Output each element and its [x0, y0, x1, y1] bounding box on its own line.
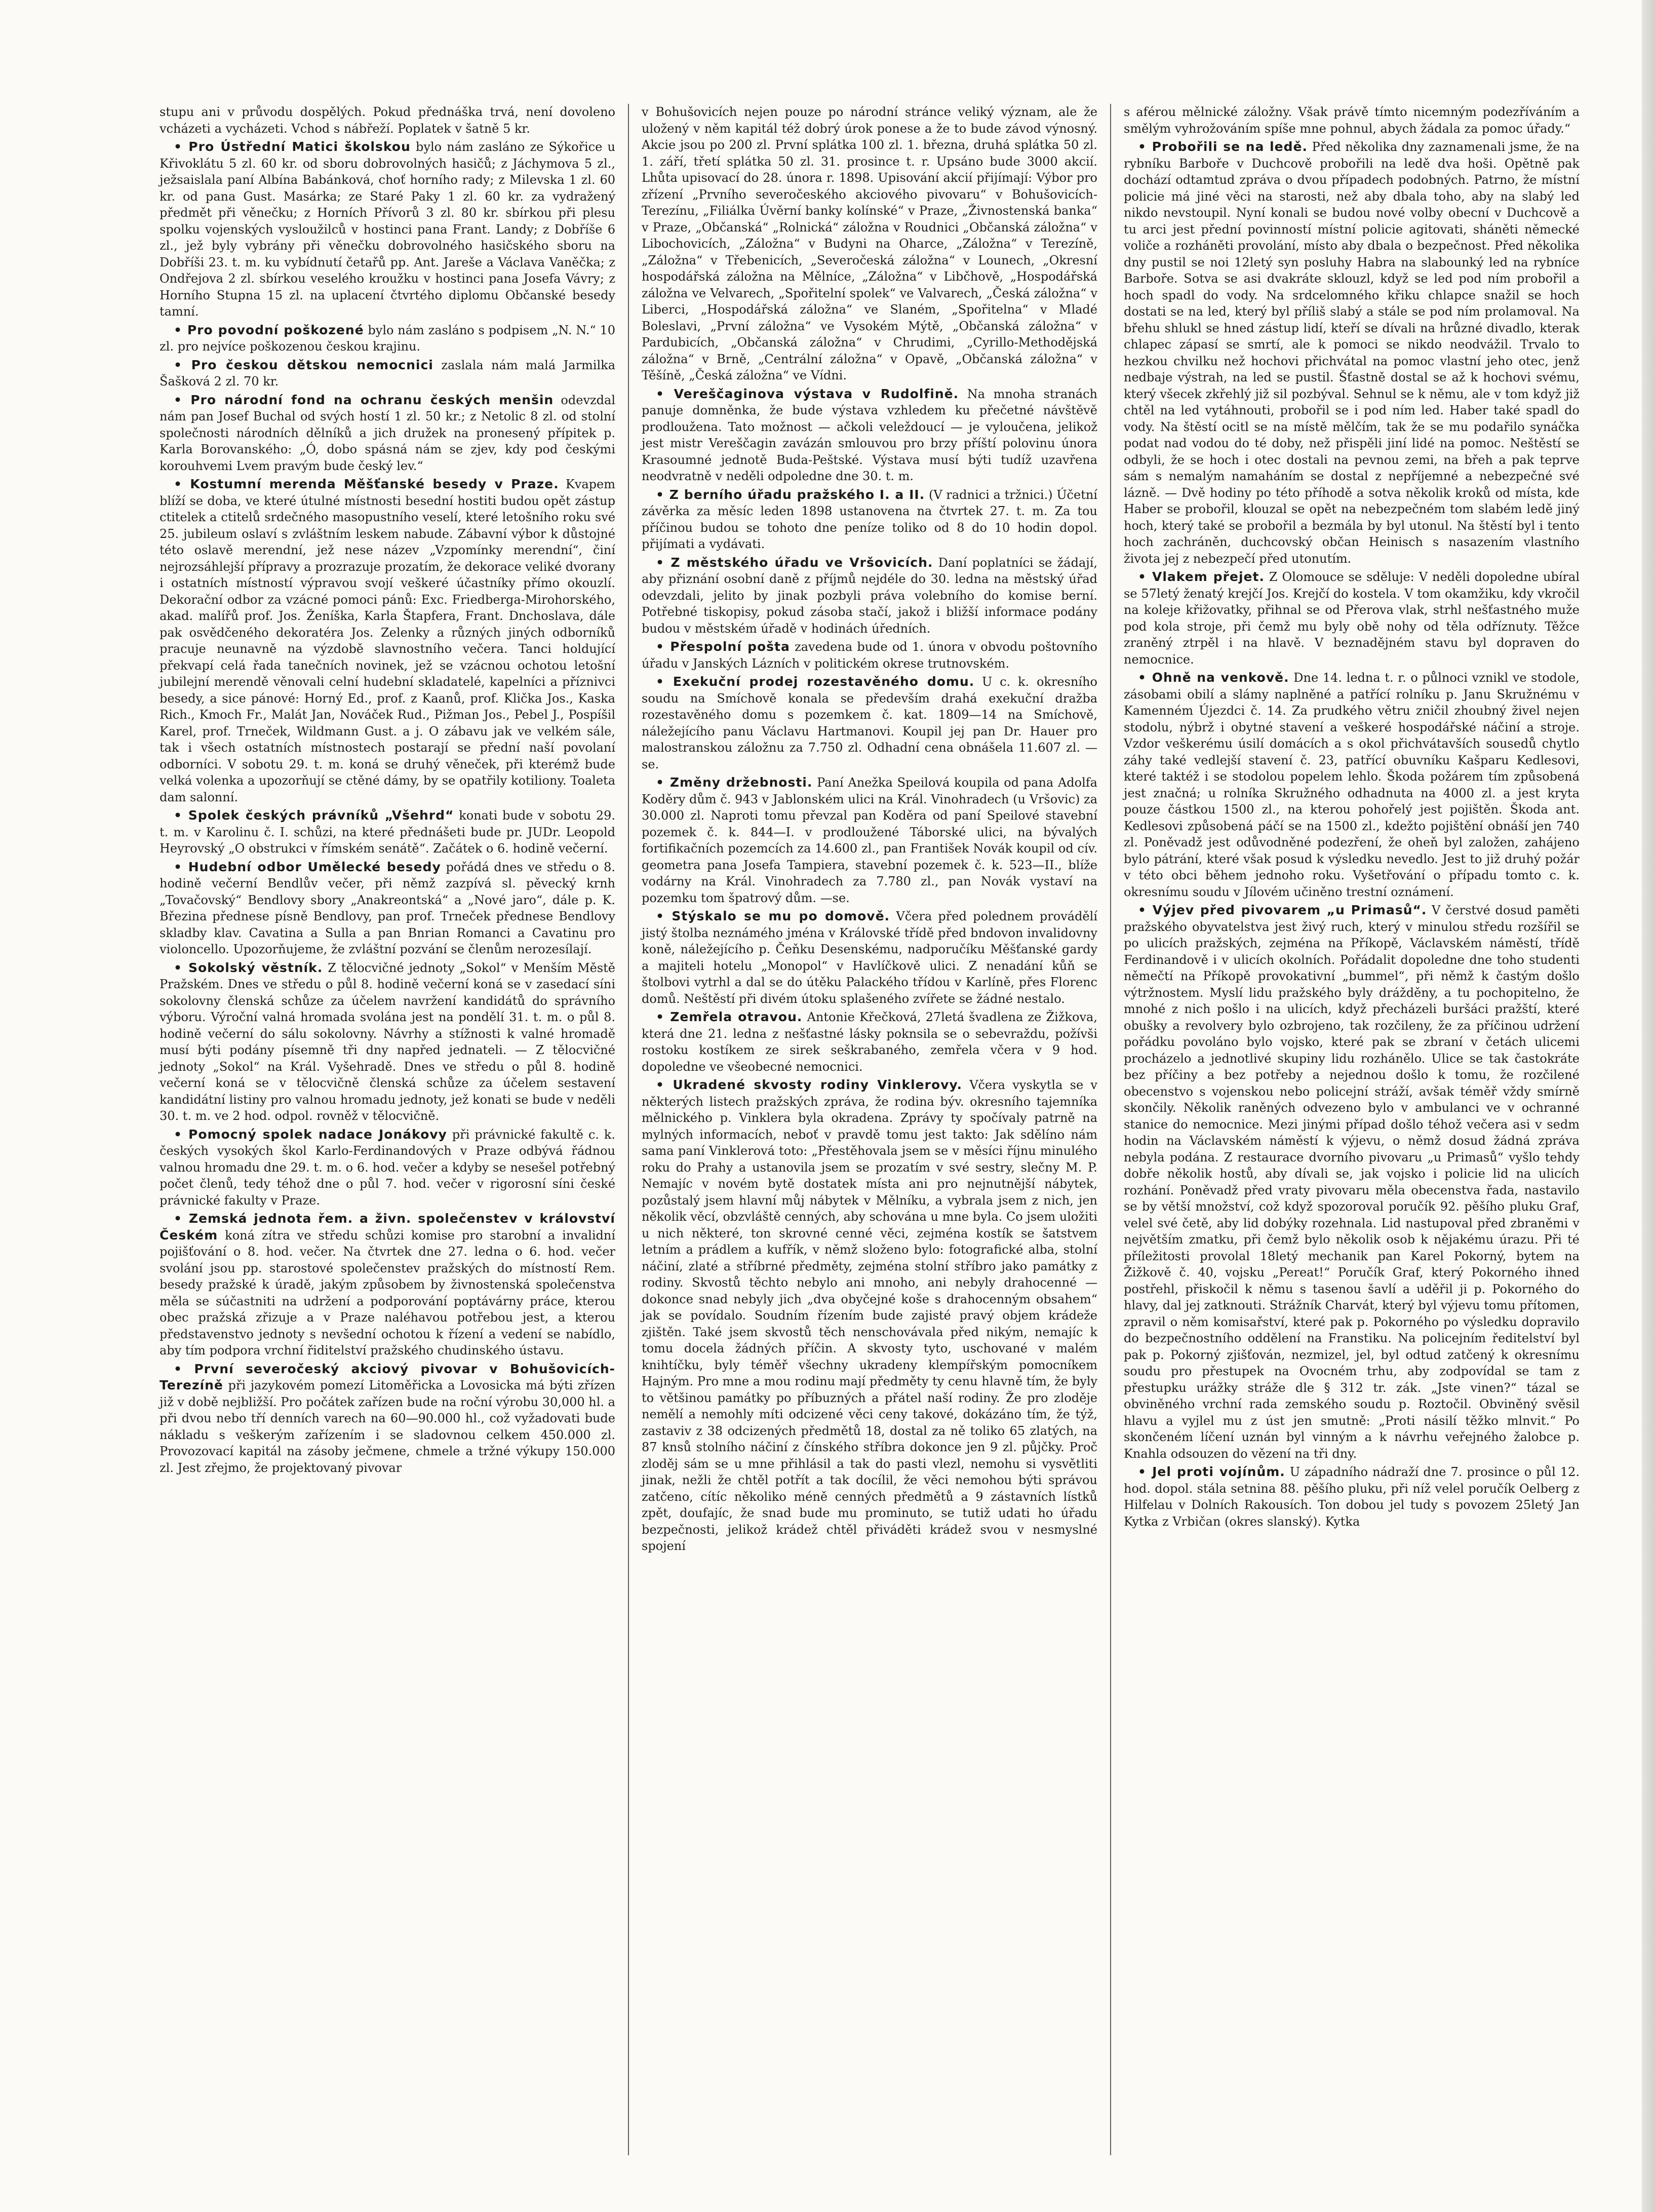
news-item	[1124, 902, 1580, 1462]
news-item	[642, 674, 1097, 772]
news-item-text: bylo nám zasláno s podpisem „N. N.“ 10 zl. pro nejvíce poškozenou českou krajinu.	[160, 323, 615, 354]
news-item-text: zaslala nám malá Jarmilka Šašková 2 zl. 70 kr.	[160, 358, 616, 389]
news-item-headline: • Pro Ústřední Matici školskou	[174, 139, 411, 154]
news-item-headline: • Jel proti vojínům.	[1138, 1464, 1285, 1479]
news-item-headline: • Přespolní pošta	[656, 639, 790, 654]
news-item-text: koná zítra ve středu schůzi komise pro starobní a invalidní pojišťování o 8. hod. večer. Na čtvrtek dne 27. ledna o 6. hod. večer svolání jsou pp. starostové společenstev pražských do místností Rem. besedy pražské k úradě, jakým způsobem by živnostenská společenstva měla se súčastniti na udržení a podporování poptávárny práce, kterou obec pražská zřizuje a v Praze naléhavou potřebou jest, a kterou představenstvo jednoty s nevšední ochotou k řízení a vedení se nabídlo, aby tím podpora vrchní řiditelství pražského chudinského ústavu.	[160, 1228, 615, 1357]
article-columns	[160, 104, 1580, 2160]
news-item-text: Kvapem blíží se doba, ve které útulné místnosti besední hostiti budou opět zástup ctitelek a ctitelů srdečného masopustního veselí, které letošního roku své 25. jubileum oslaví s zvláštním leskem nabude. Zábavní výbor k důstojné této oslavě merendní, jež nese název „Vzpomínky merendní“, činí nejrozsáhlejší přípravy a prozrazuje prozatím, že dekorace veliké dvorany i ostatních místností výpravou svojí veškeré účastníky přímo okouzlí. Dekorační odbor za vzácné pomoci pánů: Exc. Friedberga-Mirohorského, akad. malířů prof. Jos. Ženíška, Karla Štapfera, Frant. Dnchoslava, dále pak osvědčeného dekoratéra Jos. Zelenky a různých jiných odborníků pracuje neunavně na výzdobě slavnostního večera. Tanci holdující překvapí celá řada tanečních novinek, jež se vzácnou ochotou letošní jubilejní merendě věnovali celní hudební skladatelé, kapelníci a příznivci besedy, a sice pánové: Horný Ed., prof. z Kaanů, prof. Klička Jos., Kaska Rich., Kmoch Fr., Malát Jan, Nováček Rud., Pižman Jos., Pebel J., Pospíšil Karel, prof. Trneček, Wildmann Gust. a j. O zábavu jak ve velkém sále, tak i všech ostatních místnostech postarají se přední naší povolaní odborníci. V sobotu 29. t. m. koná se druhý věneček, při kterémž bude velká volenka a upozorňují se ctěné dámy, by se opatřily kotiliony. Toaleta dam salonní.	[160, 477, 615, 804]
news-item-text: Z tělocvičné jednoty „Sokol“ v Menším Městě Pražském. Dnes ve středu o půl 8. hodině večerní koná se v zasedací síni sokolovny členská schůze za účelem navržení kandidátů do správního výboru. Výroční valná hromada svolána jest na pondělí 31. t. m. o půl 8. hodině večerní do sálu sokolovny. Návrhy a stížnosti k valné hromadě musí býti podány písemně tři dny napřed jednateli. — Z tělocvičné jednoty „Sokol“ na Král. Vyšehradě. Dnes ve středu o půl 8. hodině večerní koná se v tělocvičně členská schůze za účelem sestavení kandidátní listiny pro valnou hromadu jednoty, jež konati se bude v neděli 30. t. m. ve 2 hod. odpol. rovněž v tělocvičně.	[160, 960, 616, 1123]
news-item	[160, 960, 615, 1124]
news-item-headline: • První severočeský akciový pivovar v Bohušovicích-Terezíně	[160, 1362, 615, 1393]
news-item-continuation	[642, 104, 1097, 384]
news-item-headline: • Ohně na venkově.	[1138, 670, 1289, 685]
news-item-text: v Bohušovicích nejen pouze po národní stránce veliký význam, ale že uložený v něm kapitál též dobrý úrok ponese a že to bude závod výnosný. Akcie jsou po 200 zl. První splátka 100 zl. 1. března, druhá splátka 50 zl. 1. září, třetí splátka 50 zl. 31. prosince t. r. Upsáno bude 3000 akcií. Lhůta upisovací do 28. února r. 1898. Upisování akcií přijímají: Výbor pro zřízení „Prvního severočeského akciového pivovaru“ v Bohušovicích-Terezínu, „Filiálka Úvěrní banky kolínské“ v Praze, „Živnostenská banka“ v Praze, „Občanská“ „Rolnická“ záložna v Roudnici „Občanská záložna“ v Libochovicích, „Záložna“ v Budyni na Oharce, „Záložna“ v Terezíně, „Záložna“ v Třebenicích, „Severočeská záložna“ v Lounech, „Okresní hospodářská záložna na Mělníce, „Záložna“ v Libčhově, „Hospodářská záložna ve Velvarech, „Spořitelní spolek“ ve Valvarech, „Česká záložna“ v Liberci, „Hospodářská záložna“ ve Slaném, „Spořitelna“ v Mladé Boleslavi, „První záložna“ ve Vysokém Mýtě, „Občanská záložna“ v Pardubicích, „Občanská záložna“ v Chrudimi, „Cyrillo-Methodějská záložna“ v Brně, „Centrální záložna“ v Opavě, „Občanská záložna“ v Těšíně, „Česká záložna“ ve Vídni.	[642, 105, 1097, 382]
news-item-text: odevzdal nám pan Josef Buchal od svých hostí 1 zl. 50 kr.; z Netolic 8 zl. od stolní společnosti národních dělníků a jich družek na pronesený přípitek p. Karla Borovanského: „Ó, dobo spásná nám se zjev, kdy pod českými korouhvemi Lvem pravým bude český lev.“	[160, 393, 615, 473]
news-item	[160, 139, 615, 320]
news-item-text: stupu ani v průvodu dospělých. Pokud přednáška trvá, není dovoleno vcházeti a vycházeti. Vchod s nábřeží. Poplatek v šatně 5 kr.	[160, 105, 615, 136]
column-divider	[628, 104, 629, 2155]
news-item-headline: • Ukradené skvosty rodiny Vinklerovy.	[656, 1077, 962, 1092]
column-right	[1124, 104, 1580, 2160]
column-left	[160, 104, 615, 2160]
news-item	[160, 392, 615, 475]
news-item-headline: • Pomocný spolek nadace Jonákovy	[174, 1127, 447, 1142]
news-item-text: zavedena bude od 1. února v obvodu poštovního úřadu v Janských Lázních v politickém okrese trutnovském.	[642, 640, 1097, 671]
news-item-headline: • Vereščaginova výstava v Rudolfině.	[656, 386, 959, 401]
news-item-headline: • Z městského úřadu ve Vršovicích.	[656, 555, 933, 570]
news-item-headline: • Změny držebnosti.	[656, 775, 812, 790]
news-item-text: bylo nám zasláno ze Sýkořice u Křivoklátu 5 zl. 60 kr. od sboru dobrovolných hasičů; z Jáchymova 5 zl., ježsaislala paní Albína Babánková, choť horního rady; z Milevska 1 zl. 60 kr. od pana Gust. Masárka; ze Staré Paky 1 zl. 60 kr. za vydražený předmět při věnečku; z Horních Přívorů 3 zl. 80 kr. sbírkou při plesu spolku vojenských vysloužilců v hostinci pana Frant. Landy; z Dobříše 6 zl., jež byly vybrány při věnečku dobrovolného hasičského sboru na Dobříši 23. t. m. ku vybídnutí četařů pp. Ant. Jareše a Václava Vaněčka; z Ondřejova 2 zl. sbírkou veselého kroužku v hostinci pana Josefa Vávry; z Horního Stupna 15 zl. na uplacení čtvrtého diplomu Občanské besedy tamní.	[160, 140, 615, 319]
news-item-headline: • Sokolský věstník.	[174, 960, 323, 975]
news-item-text: Včera vyskytla se v některých listech pražských zpráva, že rodina býv. okresního tajemníka mělnického p. Vinklera byla okradena. Zprávy ty spočívaly patrně na mylných informacích, neboť v pravdě tomu jest takto: Jak sdělíno nám sama paní Vinklerová toto: „Přestěhovala jsem se v měsíci říjnu minulého roku do Prahy a ustanovila jsem se prozatím v své sestry, slečny M. P. Nemajíc v novém bytě dostatek místa ani pro nejnutnější nábytek, pozůstalý jsem hlavní můj nábytek v Mělníku, a vybrala jsem z nich, jen několik věcí, obzvláště cenných, aby schována u mne byla. Co jsem uložiti u nich některé, ton skrovné cenné věci, zejména kostík se šatstvem letním a prádlem a kufřík, v němž složeno bylo: fotografické alba, stolní náčiní, zlaté a stříbrné předměty, zejména stolní stříbro jako památky z rodiny. Skvostů těchto nebylo ani mnoho, ani nebyly drahocenné — dokonce snad nebyly jich „dva obyčejné koše s drahocenným obsahem“ jak se povídalo. Soudním řízením bude zajisté pravý objem krádeže zjištěn. Také jsem skvostů těch nenschovávala před nikým, nemajíc k tomu docela žádných příčin. A skvosty tyto, uschované v malém knihtíčku, byly téměř všechny ukradeny klempířským pomocníkem Hajným. Pro mne a mou rodinu mají předměty ty cenu hlavně tím, že byly to většinou památky po příbuzných a přátel naší rodiny. Že pro zloděje nemělí a nemohly míti odcizené věci ceny takové, dokázáno tím, že týž, zastaviv z 38 odcizených předmětů 18, dostal za ně toliko 65 zlatých, na 87 knsů stolního náčiní z čínského stříbra dokonce jen 9 zl. půjčky. Proč zloděj sám se u mne přihlásil a tak do pasti vlezl, nemohu si vysvětliti jinak, nežli že chtěl potřít a tak docílil, že věci nemohou býti správou zatčeno, cítíc několiko méně cenných předmětů a 9 zástavních lístků zpět, doufajíc, že snad bude mu prominuto, se tutiž udati ho úřadu bezpečnosti, jelikož krádež chtěl přiváděti krádež svou v nesmyslné spojení	[642, 1078, 1097, 1553]
news-item-headline: • Stýskalo se mu po domově.	[656, 909, 890, 923]
news-item	[160, 859, 615, 958]
news-item-headline: • Pro národní fond na ochranu českých menšin	[174, 393, 554, 407]
news-item-text: (V radnici a tržnici.) Účetní závěrka za měsíc leden 1898 ustanovena na čtvrtek 27. t. m. Za tou příčinou budou se tohoto dne peníze toliko od 8 do 10 hodin dopol. přijímati a vydávati.	[642, 487, 1097, 551]
news-item	[160, 1127, 615, 1209]
news-item-text: U západního nádraží dne 7. prosince o půl 12. hod. dopol. stála setnina 88. pěšího pluku, při níž velel poručík Oelberg z Hilfelau v Dolních Rakousích. Ton dobou jel tudy s povozem 25letý Jan Kytka z Vrbičan (okres slanský). Kytka	[1124, 1465, 1580, 1529]
news-item-text: pořádá dnes ve středu o 8. hodině večerní Bendlův večer, při němž zazpívá sl. pěvecký krnh „Tovačovský“ Bendlovy sbory „Anakreontská“ a „Nové jaro“, dále p. K. Březina přednese písně Bendlovy, pan prof. Trneček přednese Bendlovy skladby klav. Cavatina a Sulla a pan Bnrian Romanci a Cavatinu pro violoncello. Upozorňujeme, že zvláštní pozvání se členům nerozesílají.	[160, 860, 615, 956]
news-item	[1124, 1464, 1580, 1530]
column-middle	[642, 104, 1097, 2160]
news-item-headline: • Zemská jednota řem. a živn. společenstev v království Českém	[160, 1211, 615, 1243]
news-item-continuation	[160, 104, 615, 137]
news-item-headline: • Zemřela otravou.	[656, 1010, 802, 1024]
news-item-text: Daní poplatníci se žádají, aby přiznání osobní daně z příjmů nejdéle do 30. ledna na městský úřad odevzdali, jelito by jinak pozbyli práva volebního do komise berní. Potřebné tiskopisy, pokud zásoba stačí, jakož i bližší informace podány budou v městském úřadě v hodinách úředních.	[642, 555, 1097, 636]
news-item	[160, 357, 615, 390]
news-item	[642, 1077, 1097, 1555]
news-item	[642, 908, 1097, 1007]
news-item-text: Antonie Křečková, 27letá švadlena ze Žižkova, která dne 21. ledna z nešťastné lásky poknsila se o sebevraždu, požívši rostoku kostíkem ze sirek seškrabaného, zemřela včera v 9 hod. dopoledne ve všeobecné nemocnici.	[642, 1010, 1097, 1074]
news-item	[160, 1211, 615, 1359]
news-item-text: Z Olomouce se sděluje: V neděli dopoledne ubíral se 57letý ženatý krejčí Jos. Krejčí do kostela. V tom okamžiku, kdy vkročil na koleje křižovatky, přihnal se od Přerova vlak, strhl nešťastného muže pod kola stroje, při čemž mu byly obě nohy od těla odříznuty. Těžce zraněný ztrpěl i na hlavě. V beznadějném stavu byl dopraven do nemocnice.	[1124, 570, 1580, 667]
news-item-text: U c. k. okresního soudu na Smíchově konala se především drahá exekuční dražba rozestavěného domu s pozemkem č. kat. 1809—14 na Smíchově, náležejícího panu Václavu Hartmanovi. Koupil jej pan Dr. Hauer pro malostranskou záložnu za 7.750 zl. Odhadní cena obnášela 11.607 zl. —se.	[642, 675, 1097, 771]
news-item	[160, 322, 615, 355]
news-item	[642, 1009, 1097, 1075]
news-item-text: Dne 14. ledna t. r. o půlnoci vznikl ve stodole, zásobami obilí a slámy naplněné a patřící rolníku p. Janu Skružnému v Kamenném Újezdci č. 14. Za prudkého větru zničil zhoubný živel nejen stodolu, nýbrž i obytné stavení a veškeré hospodářské náčiní a stroje. Vzdor veškerému úsilí domácích a s okol přichvátavších sousedů chytlo záhy také vedlejší stavení č. 23, patřící obuvníku Kašparu Kedlesovi, které taktéž i se stodolou popelem lehlo. Škoda požárem tím způsobená jest značná; u rolníka Skružného odhadnuta na 4000 zl. a jest kryta pouze částkou 1500 zl., na kterou pohořelý jest pojištěn. Škoda ant. Kedlesovi způsobená páčí se na 1500 zl., kdežto pojištění obnáší jen 740 zl. Poněvadž jest odůvodněné podezření, že oheň byl založen, zahájeno bylo pátrání, které však posud k výsledku nevedlo. Jest to již druhý požár v této obci během jednoho roku. Vyšetřování o případu tomto c. k. okresnímu soudu v Jílovém učiněno trestní oznámení.	[1124, 671, 1580, 899]
news-item-text: Včera před polednem provádělí jistý štolba neznámého jména v Královské třídě před bndovon invalidovny koně, náležejícího p. Čeňku Desenskému, nadporučíku Měšťanské gardy a majiteli hotelu „Monopol“ v Havlíčkově ulici. Z nenadání kůň se štolbovi vytrhl a dal se do útěku Palackého třídou v Karlíně, přes Florenc domů. Neštěstí při divém útoku splašeného zvířete se žádné nestalo.	[642, 909, 1097, 1006]
news-item	[642, 487, 1097, 553]
news-item-continuation	[1124, 104, 1580, 137]
news-item-headline: • Z berního úřadu pražského I. a II.	[656, 487, 925, 502]
news-item-headline: • Hudební odbor Umělecké besedy	[174, 860, 441, 874]
news-item	[642, 555, 1097, 637]
news-item-headline: • Probořili se na ledě.	[1138, 139, 1308, 154]
page-edge	[1642, 0, 1655, 2212]
news-item	[160, 1361, 615, 1477]
news-item	[160, 476, 615, 805]
news-item-text: konati bude v sobotu 29. t. m. v Karolinu č. I. schůzi, na které přednášeti bude pr. JUDr. Leopold Heyrovský „O obstrukci v římském senátě“. Začátek o 6. hodině večerní.	[160, 808, 615, 856]
news-item-text: Paní Anežka Speilová koupila od pana Adolfa Koděry dům č. 943 v Jablonském ulici na Král. Vinohradech (u Vršovic) za 30.000 zl. Naproti tomu převzal pan Koděra od paní Speilové stavební pozemek č. k. 844—I. v prodloužené Táborské ulici, na bývalých fortifikačních pozemcích za 14.600 zl., pan František Novák koupil od cív. geometra pana Josefa Tampiera, stavební pozemek č. k. 523—II., blíže vodárny na Král. Vinohradech za 7.780 zl., pan Novák vystaví na pozemku tom špatrový dům. —se.	[642, 775, 1097, 905]
news-item-text: s aférou mělnické záložny. Však právě tímto nicemným podezříváním a smělým vyhrožováním spíše mne pohnul, abych žádala za pomoc úřady.“	[1124, 105, 1580, 136]
news-item-text: při jazykovém pomezí Litoměřicka a Lovosicka má býti zřízen již v době nejbližší. Pro počátek zařízen bude na roční výrobu 30,000 hl. a při dvou nebo tří denních varech na 60—90.000 hl., což vyžadovati bude nákladu s veškerým zařízením i se sladovnou celkem 450.000 zl. Provozovací kapitál na zásoby ječmene, chmele a tržné výkupy 150.000 zl. Jest zřejmo, že projektovaný pivovar	[160, 1378, 615, 1475]
news-item-text: Před několika dny zaznamenali jsme, že na rybníku Barboře v Duchcově probořili na ledě dva hoši. Opětně pak dochází odtamtud zpráva o dvou případech podobných. Patrno, že místní policie má jiné věci na starosti, než aby dbala toho, aby na slabý led nikdo nevstoupil. Nyní konali se budou nové volby obecní v Duchcově a tu arci jest přední povinností místní policie agitovati, sháněti německé voliče a rozháněti provolání, místo aby dbala o bezpečnost. Před několika dny pustil se noi 12letý syn posluhy Habra na slabounký led na rybníce Barboře. Sotva se asi dvakráte sklouzl, když se led pod ním probořil a hoch spadl do vody. Na srdcelomného křiku chlapce snažil se hoch dostati se na led, který byl příliš slabý a stále se pod ním prolamoval. Na břehu shlukl se hned zástup lidí, kteří se dívali na hrůzné divadlo, kterak chlapec zápasí se smrtí, ale k pomoci se nikdo neodvážil. Trvalo to hezkou chvilku než hochovi přichvátal na pomoc vlastní jeho otec, jenž nedbaje výstrah, na led se pustil. Šťastně dostal se až k hochovi svému, který všecek zkřehlý již sil pozbýval. Sehnul se k němu, ale v tom když již chtěl na led vytáhnouti, probořil se i pod ním led. Haber také spadl do vody. Na štěstí ocitl se na místě mělčím, tak že se mu podařilo synáčka podat nad vodou do té doby, než přispěli jiní lidé na pomoc. Neštěstí se odbyli, že se hoch i otec dostali na pevnou zemi, na břeh a pak teprve sám s nemalým namaháním se dostal z nepříjemné a nebezpečné své lázně. — Dvě hodiny po této příhodě a sotva několik kroků od místa, kde Haber se probořil, klouzal se opět na nebezpečném tom slabém ledě jiný hoch, který také se probořil a bezmála by byl utonul. Na štěstí byl i tento hoch zachráněn, duchcovský občan Heinisch s nasazením vlastního života jej z nebezpečí před utonutím.	[1124, 140, 1580, 566]
news-item-text: při právnické fakultě c. k. českých vysokých škol Karlo-Ferdinandových v Praze odbývá řádnou valnou hromadu dne 29. t. m. o 6. hod. večer a kdyby se nesešel potřebný počet členů, tedy téhož dne o půl 7. hod. večer v rigorosní síni české právnické fakulty v Praze.	[160, 1127, 615, 1208]
news-item	[160, 807, 615, 857]
news-item	[642, 386, 1097, 485]
column-divider	[1110, 104, 1111, 2155]
news-item	[1124, 670, 1580, 900]
news-item-headline: • Spolek českých právníků „Všehrd“	[174, 808, 454, 823]
news-item-headline: • Pro povodní poškozené	[174, 323, 364, 337]
news-item	[1124, 139, 1580, 567]
news-item-headline: • Exekuční prodej rozestavěného domu.	[656, 674, 974, 689]
news-item-text: Na mnoha stranách panuje domněnka, že bude výstava vzhledem ku přečetné návštěvě prodloužena. Tato možnost — ačkoli veleždoucí — je vyloučena, jelikož jest mistr Vereščagin zavázán smlouvou pro brzy příští polovinu února Krasoumné jednotě Buda-Peštské. Výstava musí býti tudíž uzavřena neodvratně v neděli odpoledne dne 30. t. m.	[642, 386, 1097, 483]
news-item	[642, 774, 1097, 906]
news-item-headline: • Pro českou dětskou nemocnici	[174, 358, 434, 372]
news-item-headline: • Kostumní merenda Měšťanské besedy v Praze.	[174, 477, 559, 491]
news-item-text: V čerstvé dosud paměti pražského obyvatelstva jest živý ruch, který v minulou středu rozšířil se po ulicích pražských, zejména na Příkopě, Václavském náměstí, třídě Ferdinandově i v ulicích okolních. Pořádalit dopoledne dne toho studenti němečtí na Příkopě provokativní „bummel“, při němž k častým došlo výtržnostem. Myslí lidu pražského byly drážděny, a tu pochopitelno, že mnohé z nich pošlo i na ulicích, když přecházeli buršáci pražští, které obušky a revolvery bylo ozbrojeno, tak rozčileny, že za příčinou udržení pořádku povoláno bylo vojsko, které pak se zbraní v četách ulicemi procházelo a jednotlivé skupiny lidu rozhánělo. Ulice se tak častokráte bez příčiny a bez potřeby a nejednou došlo k tomu, že rozčilené obecenstvo s vojenskou nebo policejní stráží, avšak téměř vždy smírně skončily. Několik raněných odvezeno bylo v ambulanci ve v ochranné stanice do nemocnice. Mezi jinými případ došlo téhož večera asi v sedm hodin na Václavském náměstí k výjevu, o němž dosud žádná zpráva nebyla podána. Z restaurace dvorního pivovaru „u Primasů“ vyšlo tehdy dobře několik hostů, aby dívali se, jak vojsko i policie lid na ulicích rozhání. Poněvadž před vraty pivovaru měla obecenstva řada, nastavilo se by větší množství, což když spozoroval poručík 92. pěšího pluku Graf, velel své četě, aby lid dobýky rozehnala. Lid nastupoval před zbraněmi v největším zmatku, při čemž bylo několik osob k nějakému úrazu. Při té příležitosti provolal 18letý mechanik pan Karel Pokorný, bytem na Žižkově č. 40, vojsku „Pereat!“ Poručík Graf, který Pokorného ihned postřehl, přiskočil k němu s tasenou šavlí a uděřil ji p. Pokorného do hlavy, dal jej zatknouti. Strážník Charvát, který byl výjevu tomu přítomen, zpravil o něm komisařství, které pak p. Pokorného po výsledku dopravilo do bezpečnostního oddělení na Franstiku. Na policejním ředitelství byl pak p. Pokorný zjišťován, nezmizel, jel, byl odtud zatčený k okresnímu soudu pro přestupek na Ovocném trhu, aby zodpovídal se tam z přestupku urážky stráže dle § 312 tr. zák. „Jste vinen?“ tázal se obviněného vrchní rada zemského soudu p. Roztočil. Obviněný svěsil hlavu a vyjlel mu z úst jen smutně: „Proti násilí těžko mlnvit.“ Po skončeném líčení uznán byl vinným a k návrhu veřejného žalobce p. Knahla odsouzen do vězení na tři dny.	[1124, 903, 1580, 1461]
news-item	[642, 639, 1097, 672]
news-item-headline: • Vlakem přejet.	[1138, 569, 1265, 584]
news-item-headline: • Výjev před pivovarem „u Primasů“.	[1138, 903, 1427, 917]
news-item	[1124, 569, 1580, 668]
